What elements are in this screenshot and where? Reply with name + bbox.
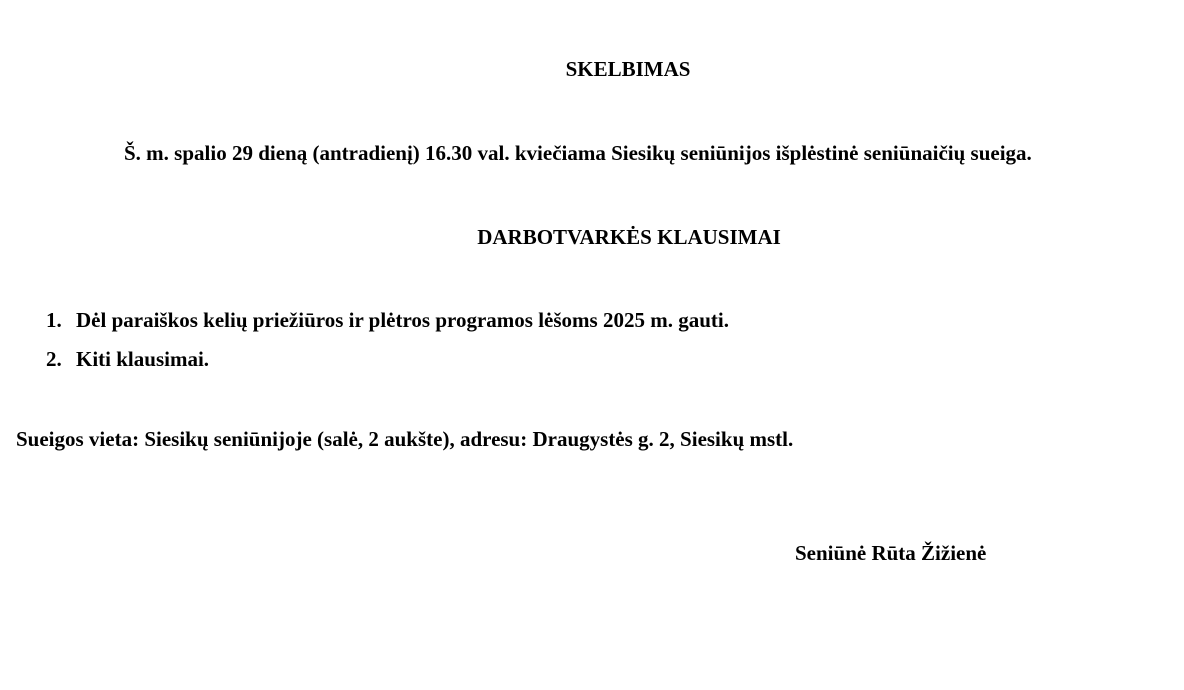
signature: Seniūnė Rūta Žižienė: [795, 541, 987, 565]
agenda-heading: DARBOTVARKĖS KLAUSIMAI: [477, 225, 781, 249]
agenda-item-text: Dėl paraiškos kelių priežiūros ir plėtros programos lėšoms 2025 m. gauti.: [76, 308, 729, 332]
agenda-item: [46, 347, 209, 372]
intro-paragraph: Š. m. spalio 29 dieną (antradienį) 16.30 val. kviečiama Siesikų seniūnijos išplėstinė seniūnaičių sueiga.: [124, 141, 1032, 165]
agenda-item: [46, 308, 729, 333]
agenda-item-number: 2.: [46, 347, 62, 371]
agenda-item-text: Kiti klausimai.: [76, 347, 210, 371]
agenda-item-number: 1.: [46, 308, 62, 332]
meeting-location: Sueigos vieta: Siesikų seniūnijoje (salė, 2 aukšte), adresu: Draugystės g. 2, Siesikų mstl.: [16, 427, 794, 451]
document-title: SKELBIMAS: [565, 57, 691, 81]
